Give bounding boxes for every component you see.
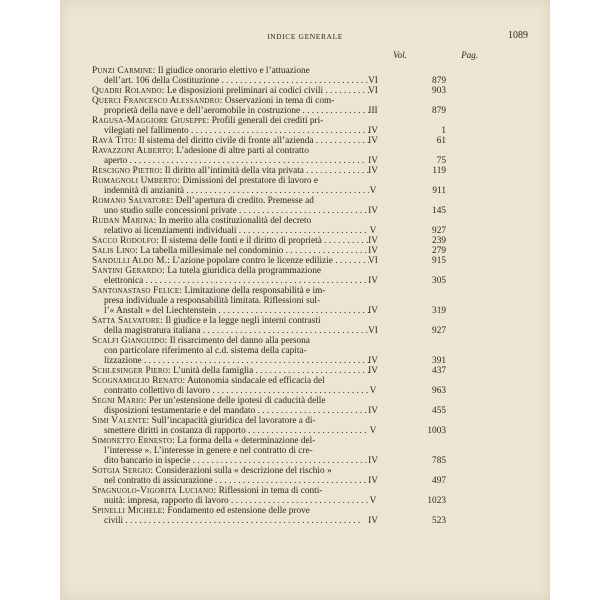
entry-volume: V <box>369 426 377 436</box>
entry-title-text: Le disposizioni preliminari ai codici civili <box>166 86 324 96</box>
entry-author: Rescigno Pietro: <box>92 166 163 176</box>
entry-page: 1 <box>441 126 446 136</box>
entry-text <box>92 236 369 246</box>
entry-volume: IV <box>368 306 378 316</box>
entry-author: Satta Salvatore: <box>92 316 164 326</box>
entry-line <box>92 496 369 506</box>
entry-volume: V <box>369 386 377 396</box>
entry-text <box>92 176 369 196</box>
entry-line <box>92 376 369 386</box>
entry-author: Salis Lino: <box>92 246 138 256</box>
entry-line <box>92 86 369 96</box>
index-entry <box>92 96 492 116</box>
entry-title-text: Il giudice onorario elettivo e l’attuazione <box>157 66 310 76</box>
entry-title-text: Il risarcimento del danno alla persona <box>169 336 310 346</box>
entry-text <box>92 116 369 136</box>
entry-author: Romano Salvatore: <box>92 196 174 206</box>
entry-volume: IV <box>368 206 378 216</box>
entry-line <box>92 186 369 196</box>
index-entry <box>92 466 492 486</box>
entry-title-text: Dimissioni del prestatore di lavoro e <box>182 176 319 186</box>
entry-line <box>92 476 369 486</box>
entry-text <box>92 286 369 316</box>
entry-volume: IV <box>368 366 378 376</box>
entry-page: 391 <box>432 356 446 366</box>
entry-volume: IV <box>368 136 378 146</box>
entry-line <box>92 336 369 346</box>
book-page <box>60 0 550 600</box>
entry-author: Quadri Rolando: <box>92 86 165 96</box>
entry-text <box>92 436 369 466</box>
entry-text <box>92 376 369 396</box>
entry-volume: VI <box>368 86 378 96</box>
entry-page: 523 <box>432 516 446 526</box>
entry-author: Ravà Tito: <box>92 136 137 146</box>
entry-title-text: Dell’apertura di credito. Premesse ad <box>175 196 314 206</box>
index-entry <box>92 486 492 506</box>
entry-page: 145 <box>432 206 446 216</box>
entry-page: 903 <box>432 86 446 96</box>
index-entry <box>92 216 492 236</box>
entry-title-text: Il diritto all’intimità della vita privata <box>164 166 304 176</box>
index-entry <box>92 256 492 266</box>
entry-line <box>92 226 369 236</box>
entry-text <box>92 96 369 116</box>
entry-line <box>92 146 369 156</box>
entry-page: 319 <box>432 306 446 316</box>
entry-page: 437 <box>432 366 446 376</box>
entry-text <box>92 256 369 266</box>
entry-page: 75 <box>436 156 446 166</box>
entry-text <box>92 366 369 376</box>
index-entry <box>92 266 492 286</box>
entry-title-text: dell’art. 106 della Costituzione <box>104 76 220 86</box>
entry-volume: VI <box>368 256 378 266</box>
entry-text <box>92 396 369 416</box>
entry-text <box>92 266 369 286</box>
entry-text <box>92 166 369 176</box>
entry-line <box>92 276 369 286</box>
entry-text <box>92 416 369 436</box>
entry-page: 497 <box>432 476 446 486</box>
index-entry <box>92 246 492 256</box>
entry-title-text: l’interesse ». L’interesse in genere e nel contratto di cre- <box>104 446 313 456</box>
entry-author: Santini Gerardo: <box>92 266 165 276</box>
entry-line <box>92 386 369 396</box>
index-entry <box>92 376 492 396</box>
entry-line <box>92 346 369 356</box>
index-entry <box>92 316 492 336</box>
entry-author: Schlesinger Piero: <box>92 366 171 376</box>
index-entry <box>92 396 492 416</box>
entry-text <box>92 316 369 336</box>
entry-title-text: L’adesione di altre parti al contratto <box>176 146 309 156</box>
entry-volume: VI <box>368 326 378 336</box>
entry-text <box>92 486 369 506</box>
entry-title-text: L’unità della famiglia <box>173 366 254 376</box>
entry-title-text: lizzazione <box>104 356 142 366</box>
entry-line <box>92 106 369 116</box>
vol-column-header: Vol. <box>393 50 407 60</box>
entry-line <box>92 296 369 306</box>
entry-title-text: Sull’incapacità giuridica del lavoratore a di- <box>151 416 316 426</box>
entry-line <box>92 176 369 186</box>
entry-title-text: Limitazione della responsabilità e im- <box>184 286 326 296</box>
entry-title-text: della magistratura italiana <box>104 326 201 336</box>
entry-line <box>92 166 369 176</box>
index-entry-list <box>92 66 492 526</box>
entry-text <box>92 136 369 146</box>
entry-line <box>92 446 369 456</box>
entry-title-text: disposizioni testamentarie e del mandato <box>104 406 256 416</box>
entry-title-text: Considerazioni sulla « descrizione del rischio » <box>155 466 332 476</box>
entry-title-text: Autonomia sindacale ed efficacia del <box>187 376 325 386</box>
entry-line <box>92 436 369 446</box>
entry-author: Sacco Rodolfo: <box>92 236 159 246</box>
index-entry <box>92 66 492 86</box>
entry-line <box>92 126 369 136</box>
entry-line <box>92 256 369 266</box>
entry-volume: IV <box>368 126 378 136</box>
entry-title-text: Il sistema delle fonti e il diritto di proprietà <box>161 236 322 246</box>
entry-page: 455 <box>432 406 446 416</box>
entry-volume: III <box>368 106 378 116</box>
index-entry <box>92 286 492 316</box>
index-entry <box>92 506 492 526</box>
entry-volume: VI <box>368 76 378 86</box>
entry-page: 305 <box>432 276 446 286</box>
entry-title-text: l’« Anstalt » del Liechtenstein <box>104 306 217 316</box>
entry-author: Simonetto Ernesto: <box>92 436 175 446</box>
index-entry <box>92 176 492 196</box>
entry-author: Spinelli Michele: <box>92 506 166 516</box>
entry-title-text: Fondamento ed estensione delle prove <box>167 506 310 516</box>
entry-author: Spagnuolo-Vigorita Luciano: <box>92 486 217 496</box>
entry-line <box>92 286 369 296</box>
entry-text <box>92 246 369 256</box>
entry-title-text: elettronica <box>104 276 144 286</box>
entry-title-text: La tabella millesimale nel condominio <box>140 246 284 256</box>
entry-title-text: Profili generali dei crediti pri- <box>211 116 324 126</box>
entry-volume: IV <box>368 406 378 416</box>
entry-text <box>92 216 369 236</box>
entry-line <box>92 356 369 366</box>
entry-volume: V <box>369 186 377 196</box>
entry-title-text: L’azione popolare contro le licenze edilizie <box>172 256 333 266</box>
entry-line <box>92 406 369 416</box>
entry-line <box>92 306 369 316</box>
entry-line <box>92 156 369 166</box>
entry-line <box>92 416 369 426</box>
entry-text <box>92 196 369 216</box>
entry-title-text: Osservazioni in tema di com- <box>224 96 335 106</box>
entry-title-text: indennità di anzianità <box>104 186 185 196</box>
entry-line <box>92 426 369 436</box>
entry-line <box>92 76 369 86</box>
index-entry <box>92 146 492 166</box>
entry-volume: IV <box>368 156 378 166</box>
entry-page: 879 <box>432 106 446 116</box>
entry-page: 911 <box>432 186 446 196</box>
column-headers <box>60 50 550 62</box>
entry-line <box>92 66 369 76</box>
entry-title-text: vilegiati nel fallimento <box>104 126 189 136</box>
page-number: 1089 <box>508 30 528 41</box>
entry-text <box>92 66 369 86</box>
entry-author: Sotgia Sergio: <box>92 466 154 476</box>
entry-text <box>92 336 369 366</box>
index-entry <box>92 236 492 246</box>
entry-line <box>92 486 369 496</box>
entry-volume: IV <box>368 166 378 176</box>
entry-page: 61 <box>436 136 446 146</box>
entry-page: 785 <box>432 456 446 466</box>
entry-text <box>92 146 369 166</box>
entry-page: 927 <box>432 326 446 336</box>
index-entry <box>92 86 492 96</box>
entry-line <box>92 366 369 376</box>
entry-line <box>92 396 369 406</box>
entry-title-text: uno studio sulle concessioni private <box>104 206 237 216</box>
entry-line <box>92 206 369 216</box>
entry-volume: IV <box>368 236 378 246</box>
entry-title-text: In merito alla costituzionalità del decreto <box>158 216 312 226</box>
entry-title-text: Il sistema del diritto civile di fronte all’azienda <box>138 136 314 146</box>
entry-line <box>92 506 369 516</box>
index-entry <box>92 366 492 376</box>
entry-volume: IV <box>368 456 378 466</box>
index-entry <box>92 416 492 436</box>
entry-page: 279 <box>432 246 446 256</box>
entry-author: Sandulli Aldo M.: <box>92 256 171 266</box>
entry-author: Punzi Carmine: <box>92 66 156 76</box>
entry-volume: IV <box>368 356 378 366</box>
entry-title-text: aperto <box>104 156 128 166</box>
entry-title-text: relativo ai licenziamenti individuali <box>104 226 237 236</box>
entry-volume: V <box>369 496 377 506</box>
entry-text <box>92 86 369 96</box>
entry-author: Scognamiglio Renato: <box>92 376 186 386</box>
entry-author: Ravazzoni Alberto: <box>92 146 174 156</box>
entry-line <box>92 196 369 206</box>
entry-line <box>92 116 369 126</box>
entry-line <box>92 316 369 326</box>
index-entry <box>92 436 492 466</box>
entry-volume: IV <box>368 476 378 486</box>
entry-page: 1023 <box>427 496 446 506</box>
entry-line <box>92 466 369 476</box>
entry-volume: IV <box>368 246 378 256</box>
entry-title-text: con particolare riferimento al c.d. sistema della capita- <box>104 346 307 356</box>
entry-page: 915 <box>432 256 446 266</box>
entry-volume: V <box>369 226 377 236</box>
entry-line <box>92 236 369 246</box>
entry-title-text: nel contratto di assicurazione <box>104 476 213 486</box>
entry-text <box>92 506 369 526</box>
entry-author: Romagnoli Umberto: <box>92 176 181 186</box>
header-title: INDICE GENERALE <box>267 32 343 41</box>
entry-author: Scalfi Gianguido: <box>92 336 168 346</box>
entry-title-text: nuità: impresa, rapporto di lavoro <box>104 496 229 506</box>
entry-title-text: contratto collettivo di lavoro <box>104 386 211 396</box>
entry-page: 879 <box>432 76 446 86</box>
entry-title-text: dito bancario in ispecie <box>104 456 191 466</box>
entry-line <box>92 216 369 226</box>
entry-page: 119 <box>432 166 446 176</box>
entry-page: 927 <box>432 226 446 236</box>
entry-page: 963 <box>432 386 446 396</box>
entry-author: Santonastaso Felice: <box>92 286 183 296</box>
entry-title-text: civili <box>104 516 124 526</box>
entry-line <box>92 326 369 336</box>
entry-line <box>92 266 369 276</box>
entry-title-text: La forma della « determinazione del- <box>177 436 316 446</box>
entry-author: Segni Mario: <box>92 396 147 406</box>
entry-title-text: La tutela giuridica della programmazione <box>167 266 322 276</box>
entry-title-text: smettere diritti in costanza di rapporto <box>104 426 246 436</box>
index-entry <box>92 116 492 136</box>
entry-title-text: presa individuale a responsabilità limitata. Riflessioni sul- <box>104 296 321 306</box>
entry-text <box>92 466 369 486</box>
entry-author: Simi Valente: <box>92 416 150 426</box>
entry-line <box>92 516 369 526</box>
pag-column-header: Pag. <box>461 50 478 60</box>
entry-page: 1003 <box>427 426 446 436</box>
entry-title-text: Il giudice e la legge negli interni contrasti <box>165 316 321 326</box>
entry-title-text: Riflessioni in tema di conti- <box>218 486 323 496</box>
index-entry <box>92 136 492 146</box>
running-header <box>60 30 550 44</box>
entry-line <box>92 96 369 106</box>
index-entry <box>92 166 492 176</box>
entry-title-text: proprietà della nave e dell’aeromobile in costruzione <box>104 106 301 116</box>
entry-author: Querci Francesco Alessandro: <box>92 96 223 106</box>
entry-volume: IV <box>368 276 378 286</box>
entry-title-text: Per un’estensione delle ipotesi di caducità delle <box>148 396 326 406</box>
entry-page: 239 <box>432 236 446 246</box>
index-entry <box>92 196 492 216</box>
entry-author: Rudan Marina: <box>92 216 157 226</box>
entry-line <box>92 246 369 256</box>
entry-author: Ragusa-Maggiore Giuseppe: <box>92 116 210 126</box>
index-entry <box>92 336 492 366</box>
entry-volume: IV <box>368 516 378 526</box>
entry-line <box>92 456 369 466</box>
entry-line <box>92 136 369 146</box>
